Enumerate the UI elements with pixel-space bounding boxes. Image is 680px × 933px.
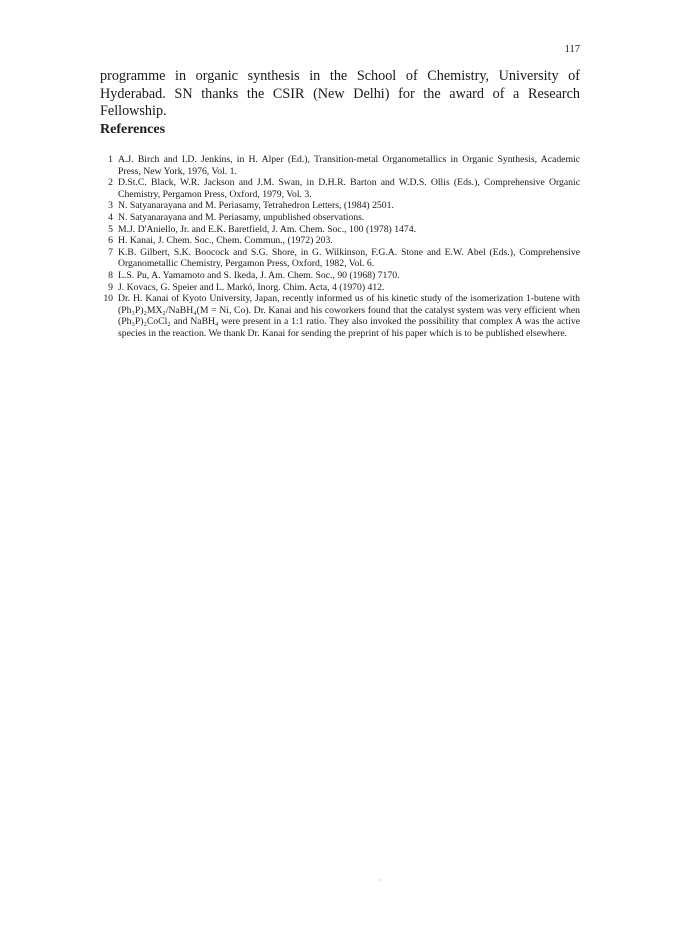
reference-text: A.J. Birch and I.D. Jenkins, in H. Alper (Ed.), Transition-metal Organometallics in Organic Synthesis, Academic Press, New York, 1976, Vol. 1.: [118, 154, 580, 177]
reference-text: N. Satyanarayana and M. Periasamy, unpublished observations.: [118, 211, 365, 223]
page-number: 117: [564, 44, 580, 55]
reference-number: 9: [108, 281, 113, 293]
reference-item: [100, 293, 580, 339]
reference-text: L.S. Pu, A. Yamamoto and S. Ikeda, J. Am. Chem. Soc., 90 (1968) 7170.: [118, 269, 400, 281]
reference-item: [100, 200, 580, 212]
references-heading: References: [100, 122, 166, 137]
reference-item: [100, 235, 580, 247]
reference-item: [100, 282, 580, 294]
reference-text: M.J. D'Aniello, Jr. and E.K. Baretfield, J. Am. Chem. Soc., 100 (1978) 1474.: [118, 223, 416, 235]
reference-number: 1: [108, 154, 113, 165]
reference-number: 10: [103, 293, 113, 305]
reference-item: [100, 270, 580, 282]
reference-number: 7: [108, 246, 113, 258]
reference-number: 4: [108, 211, 113, 223]
reference-text: J. Kovacs, G. Speier and L. Markó, Inorg. Chim. Acta, 4 (1970) 412.: [118, 281, 385, 293]
reference-text: Dr. H. Kanai of Kyoto University, Japan, recently informed us of his kinetic study of the isomerization 1-butene with (Ph₃P)₂MX₂/NaBH₄(M = Ni, Co). Dr. Kanai and his coworkers found that the catalyst system was very efficient when (Ph₃P)₂CoCl₂ and NaBH₄ were present in a 1:1 ratio. They also invoked the possibility that complex A was the active species in the reaction. We thank Dr. Kanai for sending the preprint of his paper which is to be published elsewhere.: [118, 293, 580, 339]
reference-item: [100, 224, 580, 236]
references-list: [100, 154, 580, 340]
reference-item: [100, 247, 580, 270]
reference-item: [100, 154, 580, 177]
reference-text: D.St.C. Black, W.R. Jackson and J.M. Swan, in D.H.R. Barton and W.D.S. Ollis (Eds.), Comprehensive Organic Chemistry, Pergamon Press, Oxford, 1979, Vol. 3.: [118, 177, 580, 200]
stray-mark: ·: [378, 876, 381, 885]
reference-number: 2: [108, 177, 113, 189]
body-paragraph: programme in organic synthesis in the School of Chemistry, University of Hyderabad. SN thanks the CSIR (New Delhi) for the award of a Research Fellowship.: [100, 68, 580, 119]
reference-text: N. Satyanarayana and M. Periasamy, Tetrahedron Letters, (1984) 2501.: [118, 200, 394, 212]
reference-number: 5: [108, 223, 113, 235]
reference-number: 3: [108, 200, 113, 212]
reference-item: [100, 212, 580, 224]
reference-text: H. Kanai, J. Chem. Soc., Chem. Commun., (1972) 203.: [118, 235, 333, 247]
reference-text: K.B. Gilbert, S.K. Boocock and S.G. Shore, in G. Wilkinson, F.G.A. Stone and E.W. Abel (Eds.), Comprehensive Organometallic Chemistry, Pergamon Press, Oxford, 1982, Vol. 6.: [118, 246, 580, 270]
reference-number: 8: [108, 269, 113, 281]
reference-number: 6: [108, 235, 113, 247]
reference-item: [100, 177, 580, 200]
